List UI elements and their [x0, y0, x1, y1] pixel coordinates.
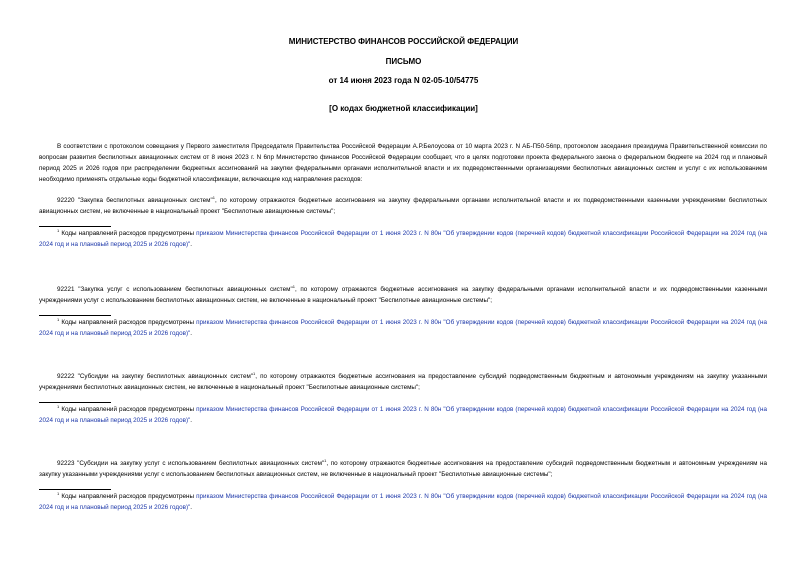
- footnote-separator: [39, 226, 111, 227]
- footnote-92222: [39, 404, 767, 426]
- code-text-after: , по которому отражаются бюджетные ассигнования на предоставление субсидий подведомственным бюджетным и автономным учреждениям на закупку указанными учреждениями услуг с использованием беспилотных авиационных систем, не включенные в национальный проект "Беспилотные авиационные системы";: [39, 460, 768, 478]
- footnote-92223: [39, 491, 767, 513]
- footnote-prefix: Коды направлений расходов предусмотрены: [61, 230, 197, 237]
- footnote-suffix: .: [190, 241, 193, 248]
- footnote-suffix: .: [190, 504, 193, 511]
- code-paragraph-92221: [39, 284, 767, 306]
- footnote-marker: 1: [253, 370, 256, 376]
- code-text-before: 92221 "Закупка услуг с использованием беспилотных авиационных систем": [57, 286, 293, 293]
- footnote-number: 1: [57, 490, 60, 496]
- footnote-marker: 1: [324, 457, 327, 463]
- code-text-after: , по которому отражаются бюджетные ассигнования на закупку федеральными органами исполнительной власти и их подведомственными казенными учреждениями беспилотных авиационных систем, не включенные в национальный проект "Беспилотные авиационные системы";: [39, 197, 767, 215]
- footnote-separator: [39, 402, 111, 403]
- footnote-number: 1: [57, 403, 60, 409]
- footnote-number: 1: [57, 227, 60, 233]
- document-subject: [О кодах бюджетной классификации]: [329, 104, 478, 113]
- footnote-marker: 1: [212, 194, 215, 200]
- footnote-92221: [39, 317, 767, 339]
- code-paragraph-92222: [39, 371, 767, 393]
- footnote-separator: [39, 315, 111, 316]
- footnote-number: 1: [57, 316, 60, 322]
- code-text-after: , по которому отражаются бюджетные ассигнования на закупку федеральными органами исполнительной власти и их подведомственными казенными учреждениями услуг с использованием беспилотных авиационных систем, не включенные в национальный проект "Беспилотные авиационные системы";: [39, 286, 767, 304]
- order-link[interactable]: приказом Министерства финансов Российской Федерации от 1 июня 2023 г. N 80н "Об утверждении кодов (перечней кодов) бюджетной классификации Российской Федерации на 2024 год (на 2024 год и на плановый период 2025 и 2026 годов)": [39, 493, 767, 511]
- document-date-number: от 14 июня 2023 года N 02-05-10/54775: [328, 76, 479, 85]
- footnote-92220: [39, 228, 767, 250]
- footnote-prefix: Коды направлений расходов предусмотрены: [61, 493, 197, 500]
- ministry-heading: МИНИСТЕРСТВО ФИНАНСОВ РОССИЙСКОЙ ФЕДЕРАЦИИ: [288, 37, 519, 46]
- code-text-after: , по которому отражаются бюджетные ассигнования на предоставление субсидий подведомственным бюджетным и автономным учреждениям на закупку указанными учреждениями беспилотных авиационных систем, не включенные в национальный проект "Беспилотные авиационные системы";: [39, 373, 767, 391]
- order-link[interactable]: приказом Министерства финансов Российской Федерации от 1 июня 2023 г. N 80н "Об утверждении кодов (перечней кодов) бюджетной классификации Российской Федерации на 2024 год (на 2024 год и на плановый период 2025 и 2026 годов)": [39, 406, 767, 424]
- code-text-before: 92222 "Субсидии на закупку беспилотных авиационных систем": [57, 373, 254, 380]
- order-link[interactable]: приказом Министерства финансов Российской Федерации от 1 июня 2023 г. N 80н "Об утверждении кодов (перечней кодов) бюджетной классификации Российской Федерации на 2024 год (на 2024 год и на плановый период 2025 и 2026 годов)": [39, 319, 767, 337]
- footnote-suffix: .: [190, 417, 193, 424]
- intro-paragraph: В соответствии с протоколом совещания у Первого заместителя Председателя Правительства Российской Федерации А.Р.Белоусова от 10 марта 2023 г. N АБ-П50-56пр, протоколом заседания президиума Правительственной комиссии по вопросам развития беспилотных авиационных систем от 8 июня 2023 г. N 6пр Министерство финансов Российской Федерации сообщает, что в целях подготовки проекта федерального закона о федеральном бюджете на 2024 год и плановый период 2025 и 2026 годов при распределении бюджетных ассигнований на закупки федеральными органами исполнительной власти и их подведомственными организациями беспилотных авиационных систем и услуг с их использованием необходимо применять отдельные коды бюджетной классификации, включающие код направления расходов:: [39, 143, 767, 183]
- footnote-prefix: Коды направлений расходов предусмотрены: [61, 319, 197, 326]
- footnote-separator: [39, 489, 111, 490]
- order-link[interactable]: приказом Министерства финансов Российской Федерации от 1 июня 2023 г. N 80н "Об утверждении кодов (перечней кодов) бюджетной классификации Российской Федерации на 2024 год (на 2024 год и на плановый период 2025 и 2026 годов)": [39, 230, 767, 248]
- code-paragraph-92220: [39, 195, 767, 217]
- code-text-before: 92220 "Закупка беспилотных авиационных систем": [57, 197, 213, 204]
- footnote-marker: 1: [292, 283, 295, 289]
- code-paragraph-92223: [39, 458, 767, 480]
- document-type: ПИСЬМО: [385, 57, 422, 66]
- footnote-suffix: .: [190, 330, 193, 337]
- footnote-prefix: Коды направлений расходов предусмотрены: [61, 406, 197, 413]
- code-text-before: 92223 "Субсидии на закупку услуг с использованием беспилотных авиационных систем": [57, 460, 325, 467]
